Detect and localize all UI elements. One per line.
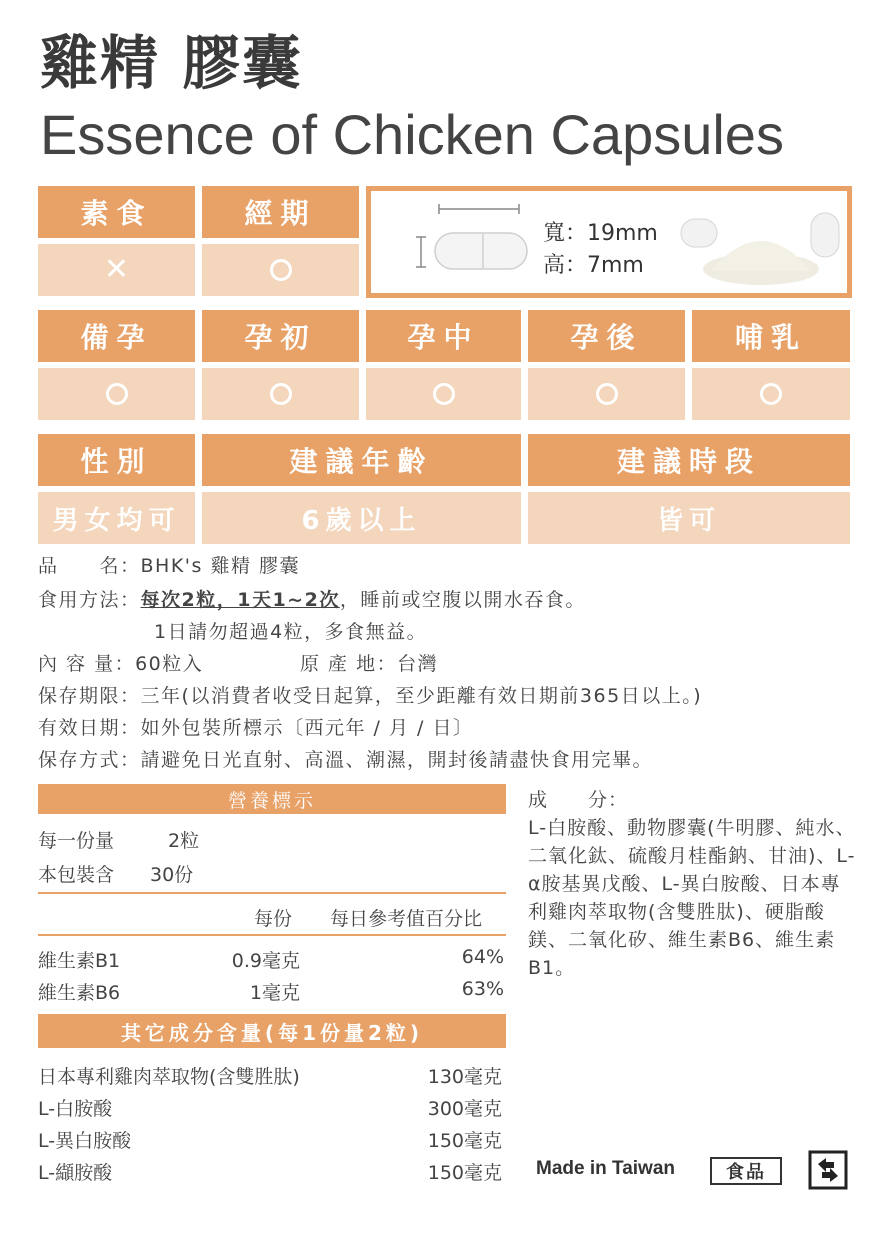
origin-line: 原 產 地：台灣	[300, 653, 439, 675]
powder-illustration-icon	[671, 201, 847, 291]
usage-line: 食用方法：每次2粒，1天1~2次，睡前或空腹以開水吞食。	[38, 589, 586, 611]
other-ingredient-amount: 150毫克	[427, 1162, 502, 1184]
capsule-height: 高：7mm	[543, 253, 644, 278]
expiry-line: 有效日期：如外包裝所標示〔西元年 / 月 / 日〕	[38, 717, 474, 739]
menstrual-value	[202, 244, 359, 296]
other-ingredient-amount: 150毫克	[427, 1130, 502, 1152]
menstrual-header: 經期	[202, 186, 359, 238]
other-ingredient-name: L-白胺酸	[38, 1098, 113, 1120]
nutrient-name: 維生素B1	[38, 950, 121, 972]
title-chinese: 雞精 膠囊	[40, 29, 303, 97]
circle-mark-icon	[433, 383, 455, 405]
nutrition-title: 營養標示	[38, 784, 506, 814]
breastfeeding-header: 哺乳	[692, 310, 850, 362]
other-ingredients-title: 其它成分含量(每1份量2粒)	[38, 1014, 506, 1048]
other-ingredient-amount: 130毫克	[427, 1066, 502, 1088]
made-in-taiwan: Made in Taiwan	[536, 1158, 676, 1179]
usage-line-2: 1日請勿超過4粒，多食無益。	[154, 621, 428, 643]
circle-mark-icon	[106, 383, 128, 405]
title-english: Essence of Chicken Capsules	[40, 103, 784, 166]
other-ingredient-name: L-異白胺酸	[38, 1130, 132, 1152]
age-value: 6歲以上	[202, 492, 521, 544]
vegetarian-header: 素食	[38, 186, 195, 238]
time-header: 建議時段	[528, 434, 850, 486]
nutrient-amount: 1毫克	[249, 982, 300, 1004]
recycle-icon	[808, 1150, 848, 1190]
nutrient-percent: 63%	[461, 978, 504, 1000]
post-pregnancy-value	[528, 368, 685, 420]
ingredients-block	[528, 786, 858, 982]
divider	[38, 934, 506, 936]
product-name-line: 品 名：BHK's 雞精 膠囊	[38, 555, 300, 577]
capsule-illustration-icon	[391, 199, 541, 279]
early-pregnancy-value	[202, 368, 359, 420]
serving-size-value: 2粒	[168, 830, 200, 852]
capsule-size-box	[366, 186, 852, 298]
nutrient-amount: 0.9毫克	[231, 950, 300, 972]
content-line: 內 容 量：60粒入	[38, 653, 204, 675]
early-pregnancy-header: 孕初	[202, 310, 359, 362]
divider	[38, 892, 506, 894]
pre-pregnancy-value	[38, 368, 195, 420]
food-badge: 食品	[710, 1157, 782, 1185]
breastfeeding-value	[692, 368, 850, 420]
age-header: 建議年齡	[202, 434, 521, 486]
circle-mark-icon	[270, 383, 292, 405]
capsule-width: 寬：19mm	[543, 221, 658, 246]
cross-mark-icon: ✕	[103, 252, 130, 287]
pre-pregnancy-header: 備孕	[38, 310, 195, 362]
package-count-label: 本包裝含	[38, 864, 115, 886]
other-ingredient-name: L-纈胺酸	[38, 1162, 113, 1184]
storage-line: 保存方式：請避免日光直射、高溫、潮濕，開封後請盡快食用完畢。	[38, 749, 654, 771]
ingredients-text: L-白胺酸、動物膠囊(牛明膠、純水、二氧化鈦、硫酸月桂酯鈉、甘油)、L-α胺基異戊酸、L-異白胺酸、日本專利雞肉萃取物(含雙胜肽)、硬脂酸鎂、二氧化矽、維生素B6、維生素B1。	[528, 817, 856, 979]
ingredients-label: 成 分：	[528, 789, 629, 811]
serving-size-label: 每一份量	[38, 830, 115, 852]
nutrient-name: 維生素B6	[38, 982, 121, 1004]
time-value: 皆可	[528, 492, 850, 544]
shelf-life-line: 保存期限：三年(以消費者收受日起算，至少距離有效日期前365日以上。)	[38, 685, 703, 707]
circle-mark-icon	[760, 383, 782, 405]
mid-pregnancy-header: 孕中	[366, 310, 521, 362]
vegetarian-value	[38, 244, 195, 296]
usage-emphasis: 每次2粒，1天1~2次	[140, 589, 340, 611]
circle-mark-icon	[270, 259, 292, 281]
col-per-serving: 每份	[254, 908, 293, 930]
circle-mark-icon	[596, 383, 618, 405]
nutrient-percent: 64%	[461, 946, 504, 968]
col-daily-value: 每日參考值百分比	[330, 908, 483, 930]
post-pregnancy-header: 孕後	[528, 310, 685, 362]
gender-header: 性別	[38, 434, 195, 486]
package-count-value: 30份	[150, 864, 194, 886]
mid-pregnancy-value	[366, 368, 521, 420]
gender-value: 男女均可	[38, 492, 195, 544]
other-ingredient-amount: 300毫克	[427, 1098, 502, 1120]
other-ingredient-name: 日本專利雞肉萃取物(含雙胜肽)	[38, 1066, 300, 1088]
